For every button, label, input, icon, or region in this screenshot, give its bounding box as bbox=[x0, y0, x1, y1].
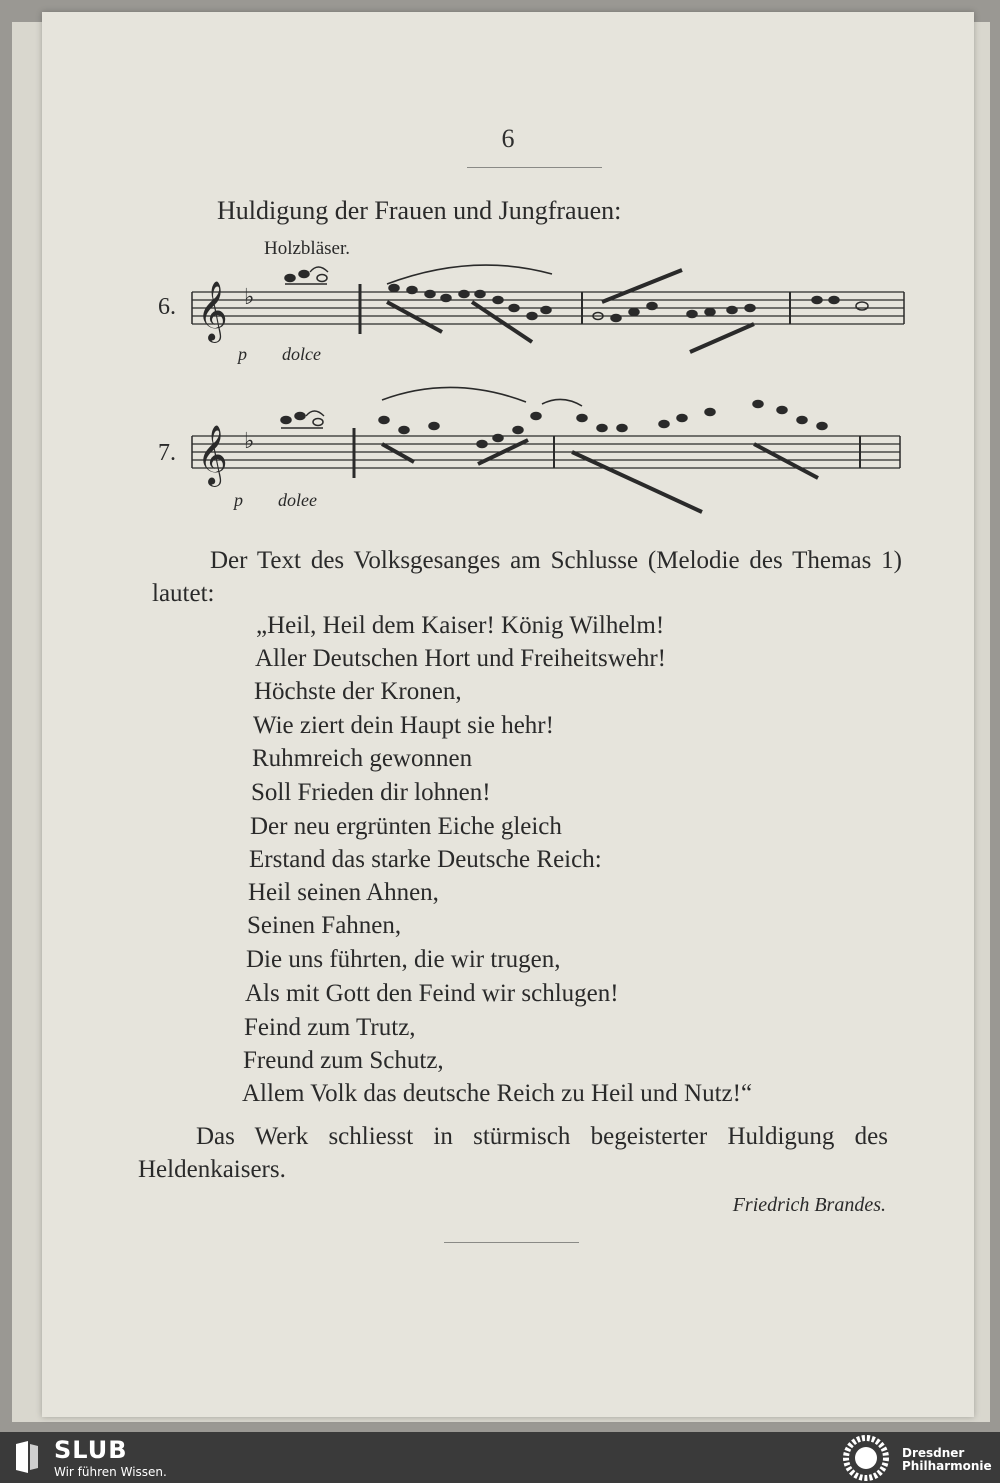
notes-6 bbox=[285, 270, 868, 352]
paragraph-intro: Der Text des Volksgesanges am Schlusse (Melodie des Themas 1) lautet: bbox=[152, 547, 902, 607]
example-7-label: 7. bbox=[158, 440, 176, 466]
poem-line: „Heil, Heil dem Kaiser! König Wilhelm! bbox=[256, 612, 665, 639]
instrument-label: Holzbläser. bbox=[264, 238, 351, 259]
footer-bar bbox=[0, 1432, 1000, 1483]
slub-logo-icon bbox=[14, 1440, 40, 1474]
svg-text:𝄞: 𝄞 bbox=[197, 281, 228, 341]
philharmonie-name-line1: Dresdner bbox=[902, 1446, 965, 1460]
philharmonie-name-line2: Philharmonie bbox=[902, 1459, 992, 1473]
music-examples bbox=[42, 12, 974, 532]
philharmonie-name bbox=[902, 1447, 992, 1473]
example-6-dynamic-word: dolce bbox=[282, 344, 321, 364]
slub-name: SLUB bbox=[54, 1436, 128, 1464]
poem-line: Soll Frieden dir lohnen! bbox=[251, 779, 491, 806]
example-7-dynamic-p: p bbox=[234, 490, 243, 510]
document-page bbox=[42, 12, 974, 1417]
svg-text:𝄞: 𝄞 bbox=[197, 425, 228, 485]
philharmonie-logo-icon bbox=[840, 1435, 892, 1481]
poem-line: Der neu ergrünten Eiche gleich bbox=[250, 813, 562, 840]
slub-tagline: Wir führen Wissen. bbox=[54, 1465, 167, 1479]
poem-line: Wie ziert dein Haupt sie hehr! bbox=[253, 712, 554, 739]
poem-line: Feind zum Trutz, bbox=[244, 1014, 416, 1041]
poem-line: Freund zum Schutz, bbox=[243, 1047, 444, 1074]
clef-7 bbox=[197, 425, 254, 487]
poem-line: Erstand das starke Deutsche Reich: bbox=[249, 846, 602, 873]
poem-line: Höchste der Kronen, bbox=[254, 678, 462, 705]
example-7-dynamic-word: dolee bbox=[278, 490, 317, 510]
example-6-label: 6. bbox=[158, 294, 176, 320]
poem-line: Ruhmreich gewonnen bbox=[252, 745, 473, 772]
poem-line: Die uns führten, die wir trugen, bbox=[246, 946, 561, 973]
author-signature: Friedrich Brandes. bbox=[732, 1194, 886, 1216]
poem-line: Als mit Gott den Feind wir schlugen! bbox=[245, 980, 619, 1007]
svg-text:♭: ♭ bbox=[244, 285, 255, 310]
paragraph-closing: Das Werk schliesst in stürmisch begeisterter Huldigung des Heldenkaisers. bbox=[138, 1123, 888, 1183]
svg-text:♭: ♭ bbox=[244, 429, 255, 454]
poem-line: Seinen Fahnen, bbox=[247, 912, 402, 939]
poem-line: Heil seinen Ahnen, bbox=[248, 879, 439, 906]
poem-line: Allem Volk das deutsche Reich zu Heil und Nutz!“ bbox=[242, 1080, 753, 1107]
clef-6 bbox=[197, 281, 254, 343]
end-rule bbox=[444, 1242, 579, 1243]
section-heading: Huldigung der Frauen und Jungfrauen: bbox=[217, 196, 622, 225]
poem-line: Aller Deutschen Hort und Freiheitswehr! bbox=[255, 645, 666, 672]
page-number: 6 bbox=[501, 124, 515, 153]
example-6-dynamic-p: p bbox=[238, 344, 247, 364]
